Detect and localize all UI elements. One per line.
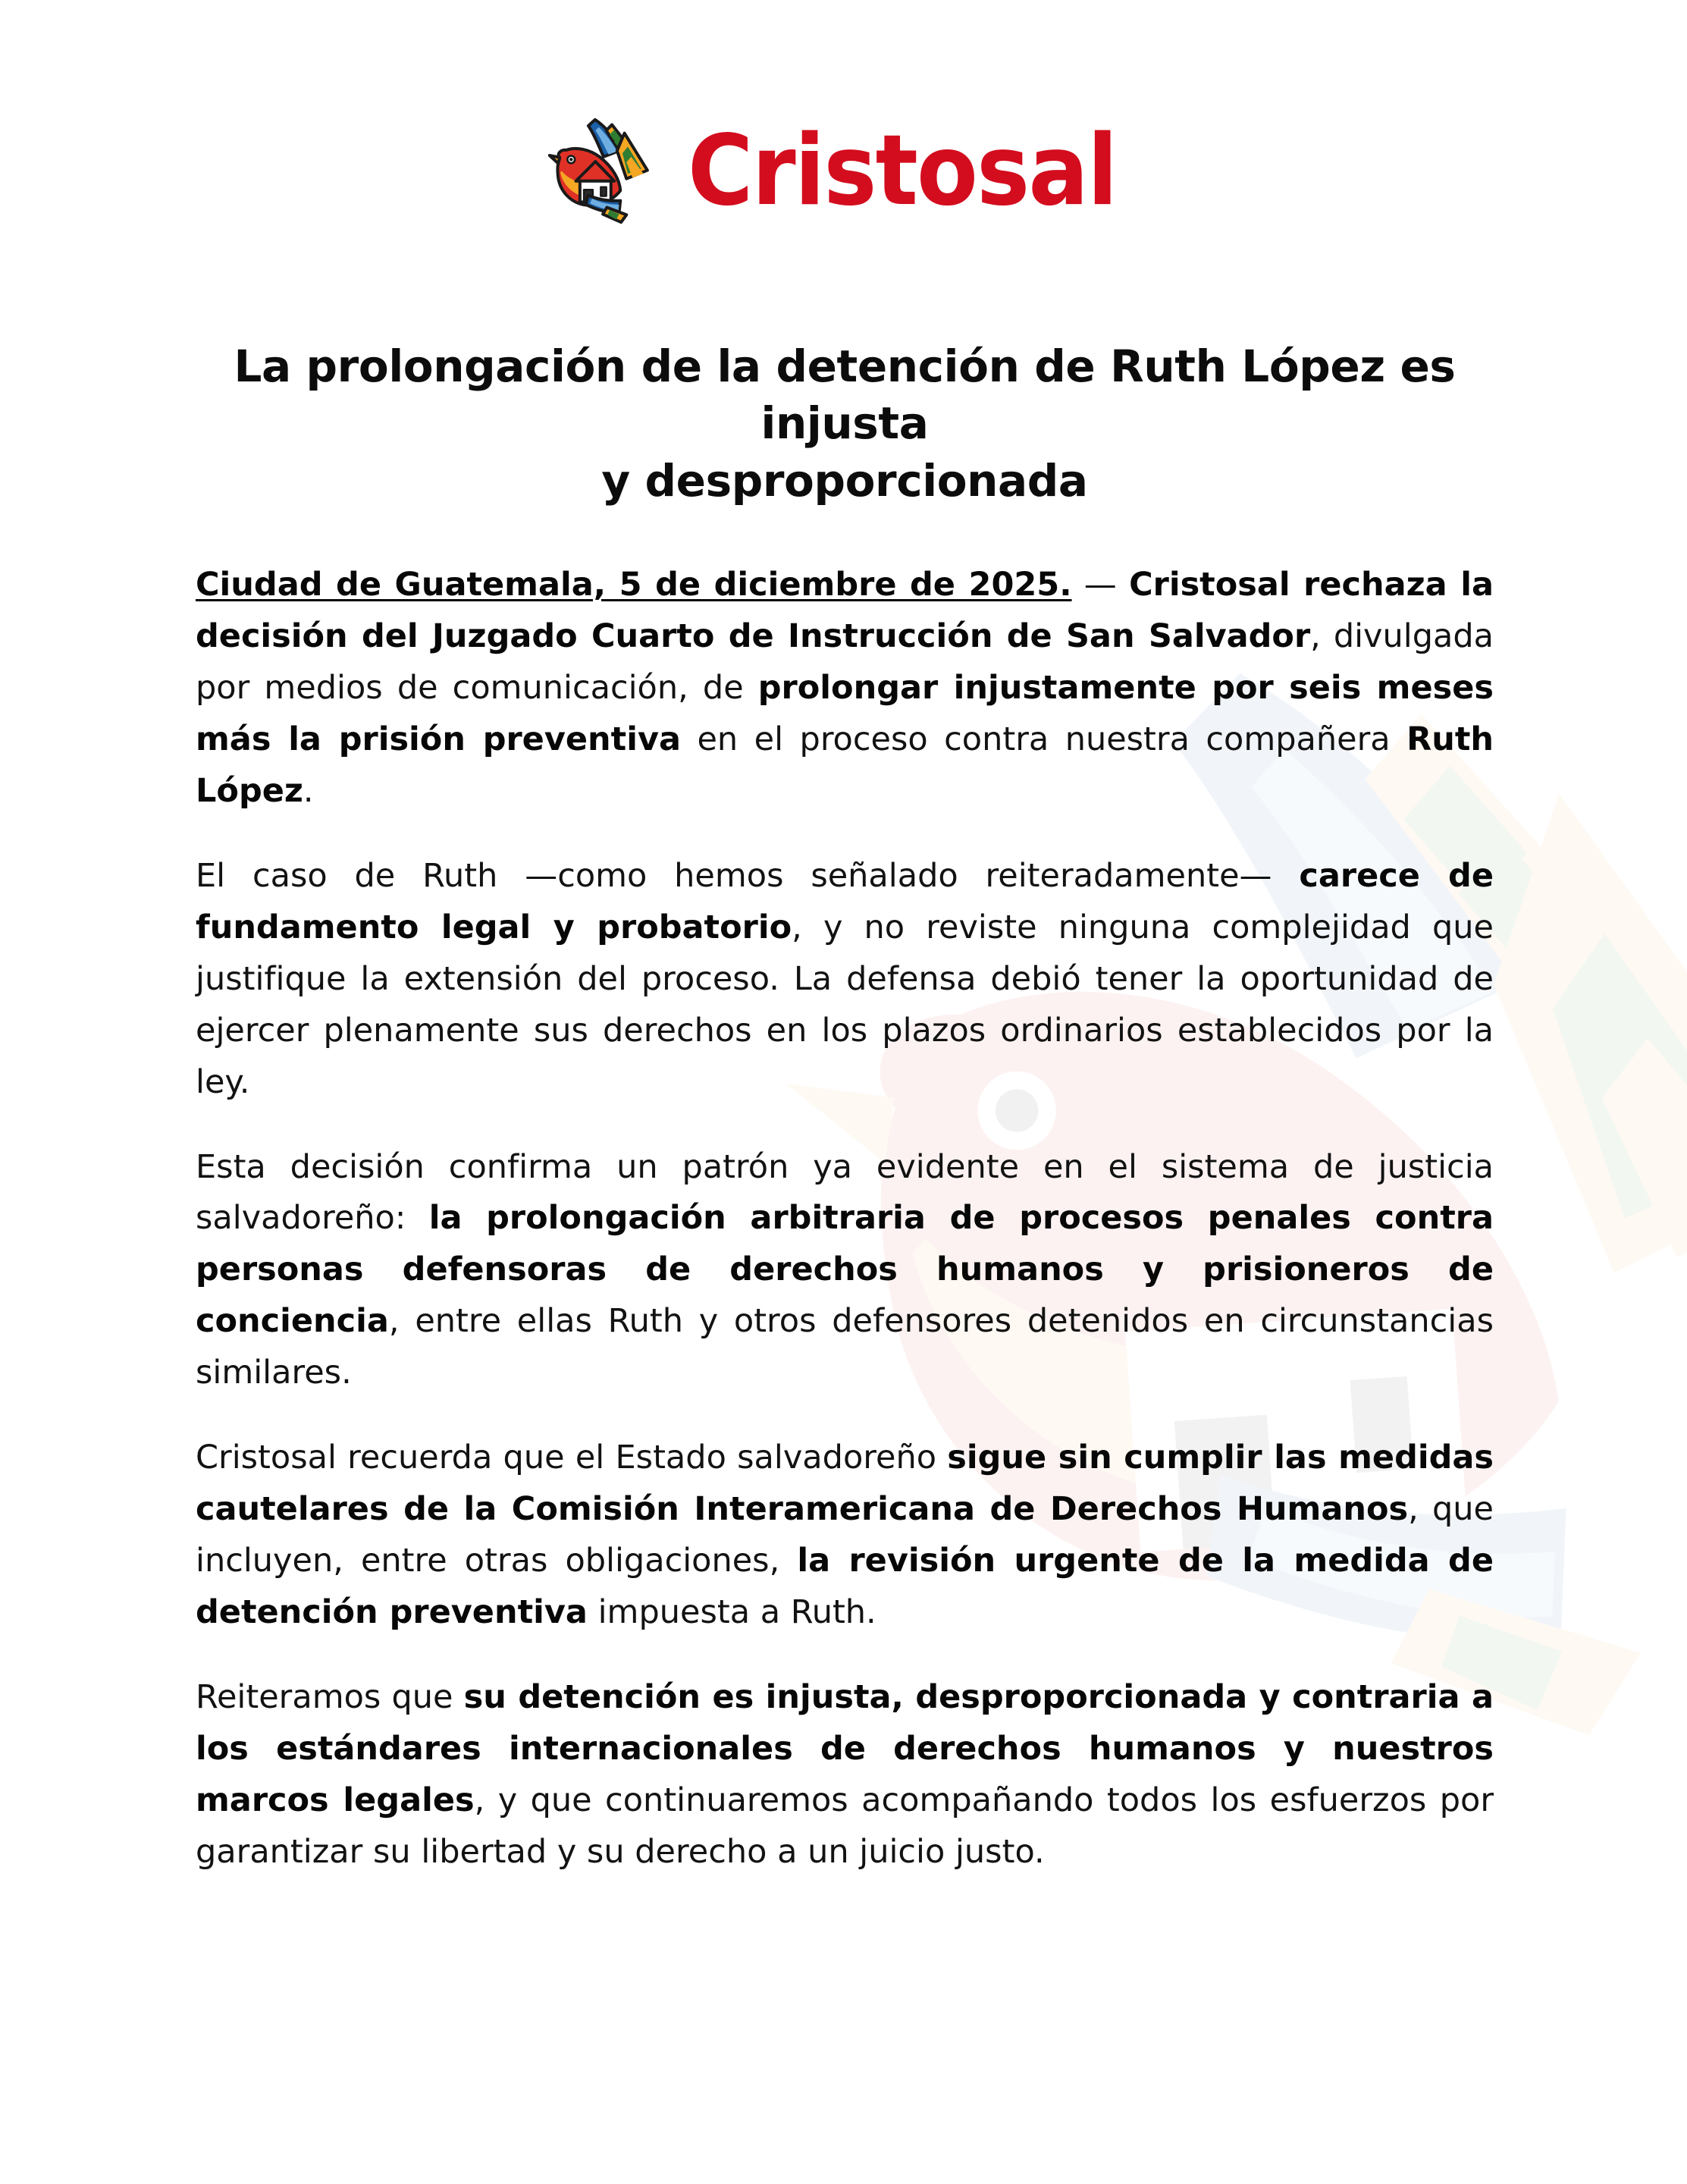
p1-run-2: Cristosal rechaza la decisión del Juzgado Cuarto de Instrucción de San Salvador xyxy=(196,566,1494,656)
p4-run-3: la revisión urgente de la medida de detención preventiva xyxy=(196,1542,1494,1632)
p1-run-1: — xyxy=(1071,566,1130,604)
p5-run-1: su detención es injusta, desproporcionada y contraria a los estándares internacionales de derechos humanos y nuestros marcos legales xyxy=(196,1677,1494,1819)
p3-run-0: Esta decisión confirma un patrón ya evidente en el sistema de justicia salvadoreño: xyxy=(196,1147,1494,1238)
p2-run-2: , y no reviste ninguna complejidad que justifique la extensión del proceso. La defensa debió tener la oportunidad de ejercer plenamente sus derechos en los plazos ordinarios establecidos por la ley. xyxy=(196,908,1494,1101)
headline-line-2: y desproporcionada xyxy=(601,454,1088,507)
p4-run-4: impuesta a Ruth. xyxy=(587,1593,876,1632)
paragraph-4 xyxy=(196,1432,1494,1639)
p2-run-0: El caso de Ruth —como hemos señalado reiteradamente— xyxy=(196,856,1300,895)
cristosal-bird-house-logo-icon xyxy=(536,106,671,241)
p1-run-3: , divulgada por medios de comunicación, de xyxy=(196,617,1494,708)
p1-run-6: Ruth López xyxy=(196,720,1494,810)
p1-run-4: prolongar injustamente por seis meses más la prisión preventiva xyxy=(196,669,1494,758)
p4-run-1: sigue sin cumplir las medidas cautelares de la Comisión Interamericana de Derechos Humanos xyxy=(196,1439,1494,1529)
p3-run-2: , entre ellas Ruth y otros defensores detenidos en circunstancias similares. xyxy=(196,1302,1494,1392)
page-title xyxy=(196,241,1494,510)
brand-header xyxy=(196,0,1494,241)
p1-run-5: en el proceso contra nuestra compañera xyxy=(681,720,1407,758)
paragraph-5 xyxy=(196,1672,1494,1878)
cristosal-wordmark: Cristosal xyxy=(687,115,1117,228)
p2-run-1: carece de fundamento legal y probatorio xyxy=(196,856,1494,946)
dateline: Ciudad de Guatemala, 5 de diciembre de 2025. xyxy=(196,566,1072,604)
p5-run-2: , y que continuaremos acompañando todos los esfuerzos por garantizar su libertad y su derecho a un juicio justo. xyxy=(196,1781,1494,1871)
p4-run-0: Cristosal recuerda que el Estado salvadoreño xyxy=(196,1439,948,1477)
paragraph-2 xyxy=(196,851,1494,1109)
p1-run-7: . xyxy=(303,771,314,810)
body-copy xyxy=(196,510,1494,1878)
p5-run-0: Reiteramos que xyxy=(196,1677,464,1716)
p4-run-2: , que incluyen, entre otras obligaciones, xyxy=(196,1490,1494,1580)
p3-run-1: la prolongación arbitraria de procesos penales contra personas defensoras de derechos humanos y prisioneros de conciencia xyxy=(196,1199,1494,1341)
paragraph-3 xyxy=(196,1142,1494,1400)
headline-line-1: La prolongación de la detención de Ruth López es injusta xyxy=(234,340,1456,450)
paragraph-1 xyxy=(196,560,1494,817)
